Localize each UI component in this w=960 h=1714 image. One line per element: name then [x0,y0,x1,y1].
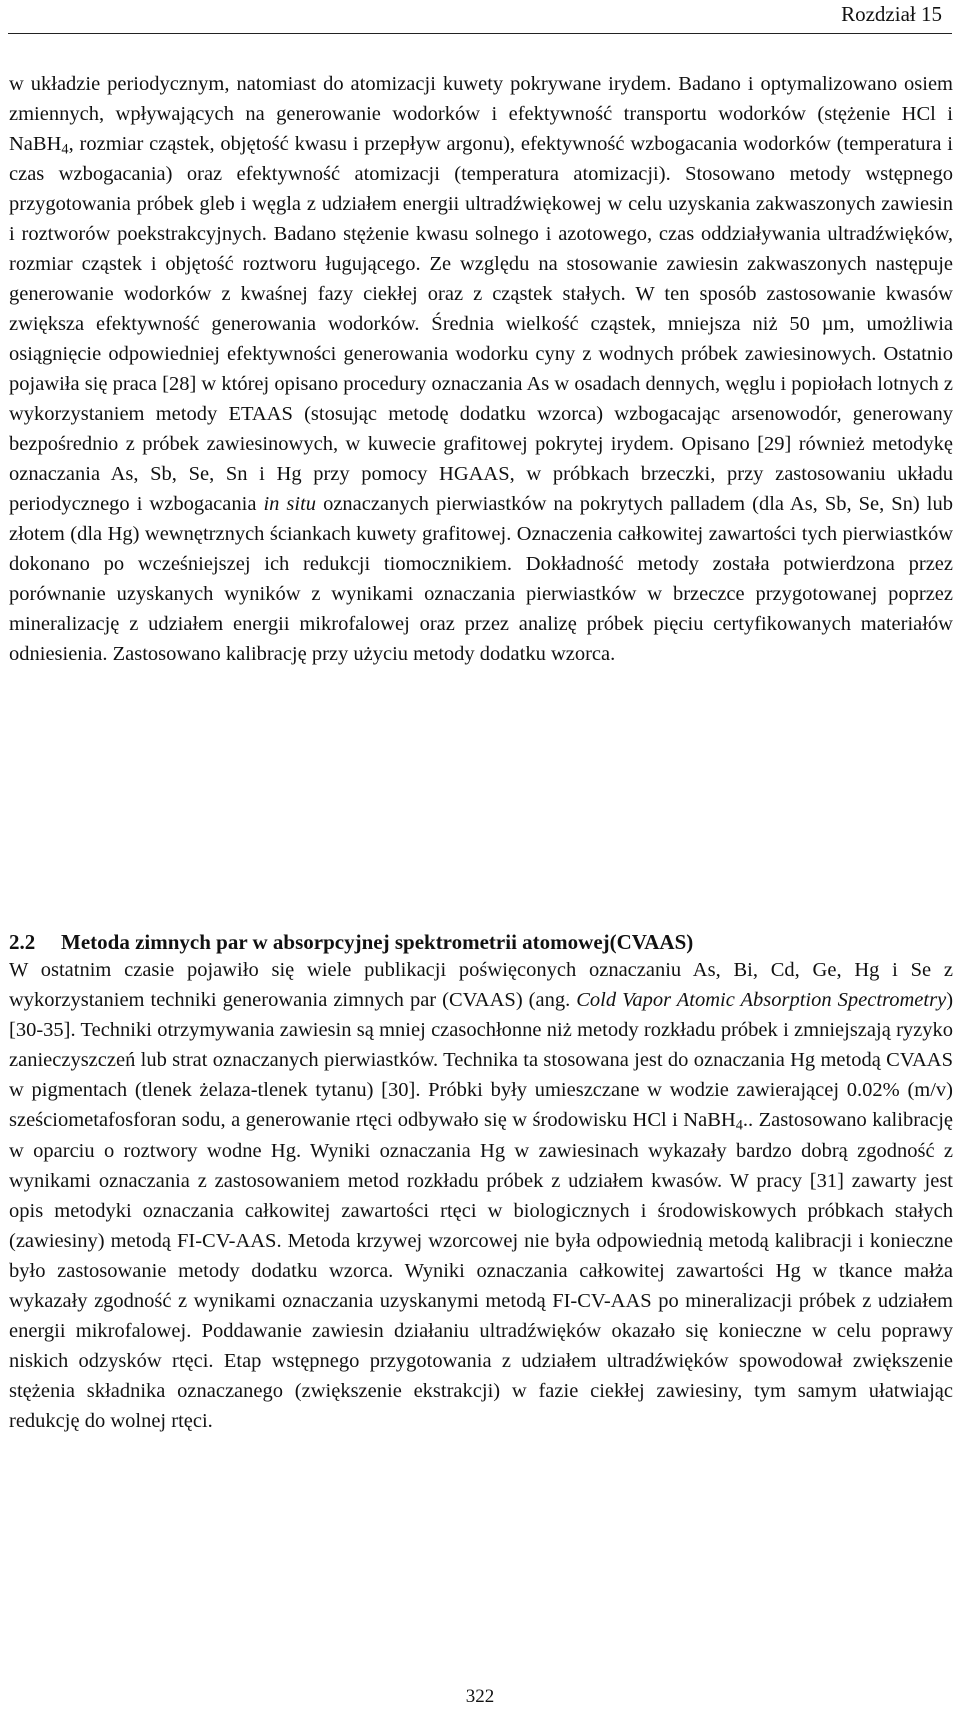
section-number: 2.2 [9,930,36,954]
paragraph-text: oznaczanych pierwiastków na pokrytych palladem (dla As, Sb, Se, Sn) lub złotem (dla Hg) wewnętrznych ściankach kuwety grafitowej. Oznaczenia całkowitej zawartości tych pierwiastków dokonano po wcześniejszej ich redukcji tiomocznikiem. Dokładność metody została potwierdzona przez porównanie uzyskanych wyników z wynikami oznaczania pierwiastków w brzeczce przygotowanej poprzez mineralizację z udziałem energii mikrofalowej oraz przez analizę próbek pięciu certyfikowanych materiałów odniesienia. Zastosowano kalibrację przy użyciu metody dodatku wzorca. [9,493,953,665]
body-paragraph-2 [9,955,953,1437]
paragraph-text: w układzie periodycznym, natomiast do atomizacji kuwety pokrywane irydem. Badano i optymalizowano osiem zmiennych, wpływających na generowanie wodorków i efektywność transportu wodorków (stężenie HCl i NaBH [9,73,953,155]
page-number: 322 [465,1686,495,1707]
italic-term-in-situ: in situ [263,493,317,515]
section-title: Metoda zimnych par w absorpcyjnej spektrometrii atomowej(CVAAS) [61,930,694,954]
subscript-4: 4 [735,1118,743,1135]
header-rule [8,33,952,34]
paragraph-text: W ostatnim czasie pojawiło się wiele publikacji poświęconych oznaczaniu As, Bi, Cd, Ge, Hg i Se z wykorzystaniem techniki generowania zimnych par (CVAAS) (ang. [9,959,953,1012]
subscript-4: 4 [61,141,69,158]
paragraph-text: , rozmiar cząstek, objętość kwasu i przepływ argonu), efektywność wzbogacania wodorków (temperatura i czas wzbogacania) oraz efektywność atomizacji (temperatura atomizacji). Stosowano metody wstępnego przygotowania próbek gleb i węgla z udziałem energii ultradźwiękowej w celu uzyskania zakwaszonych zawiesin i roztworów poekstrakcyjnych. Badano stężenie kwasu solnego i azotowego, czas oddziaływania ultradźwięków, rozmiar cząstek i objętość roztworu ługującego. Ze względu na stosowanie zawiesin zakwaszonych następuje generowanie wodorków z kwaśnej fazy ciekłej oraz z cząstek stałych. W ten sposób zastosowanie kwasów zwiększa efektywność generowania wodorków. Średnia wielkość cząstek, mniejsza niż 50 µm, umożliwia osiągnięcie odpowiedniej efektywności generowania wodorku cyny z wodnych próbek zawiesinowych. Ostatnio pojawiła się praca [28] w której opisano procedury oznaczania As w osadach dennych, węglu i popiołach lotnych z wykorzystaniem metody ETAAS (stosując metodę dodatku wzorca) wzbogacając arsenowodór, generowany bezpośrednio z próbek zawiesinowych, w kuwecie grafitowej pokrytej irydem. Opisano [29] również metodykę oznaczania As, Sb, Se, Sn i Hg przy pomocy HGAAS, w próbkach brzeczki, przy zastosowaniu układu periodycznego i wzbogacania [9,133,953,515]
body-paragraph-1 [9,69,953,669]
paragraph-text: ) [30-35]. Techniki otrzymywania zawiesin są mniej czasochłonne niż metody rozkładu próbek i zmniejszają ryzyko zanieczyszczeń lub strat oznaczanych pierwiastków. Technika ta stosowana jest do oznaczania Hg metodą CVAAS w pigmentach (tlenek żelaza-tlenek tytanu) [30]. Próbki były umieszczane w wodzie zawierającej 0.02% (m/v) sześciometafosforan sodu, a generowanie rtęci odbywało się w środowisku HCl i NaBH [9,989,954,1132]
paragraph-text: .. Zastosowano kalibrację w oparciu o roztwory wodne Hg. Wyniki oznaczania Hg w zawiesinach wykazały bardzo dobrą zgodność z wynikami oznaczania z zastosowaniem metod rozkładu próbek z udziałem kwasów. W pracy [31] zawarty jest opis metodyki oznaczania całkowitej zawartości rtęci w biologicznych i środowiskowych próbkach stałych (zawiesiny) metodą FI-CV-AAS. Metoda krzywej wzorcowej nie była odpowiednią metodą kalibracji i konieczne było zastosowanie metody dodatku wzorca. Wyniki oznaczania całkowitej zawartości Hg w tkance małża wykazały zgodność z wynikami oznaczania uzyskanymi metodą FI-CV-AAS po mineralizacji próbek z udziałem energii mikrofalowej. Poddawanie zawiesin działaniu ultradźwięków okazało się konieczne w celu poprawy niskich odzysków rtęci. Etap wstępnego przygotowania z udziałem ultradźwięków spowodował zwiększenie stężenia składnika oznaczanego (zwiększenie ekstrakcji) w fazie ciekłej zawiesiny, tym samym ułatwiając redukcję do wolnej rtęci. [9,1109,954,1433]
running-header: Rozdział 15 [841,2,942,26]
section-heading [9,927,953,957]
italic-term-cvaas: Cold Vapor Atomic Absorption Spectrometry [576,989,947,1012]
